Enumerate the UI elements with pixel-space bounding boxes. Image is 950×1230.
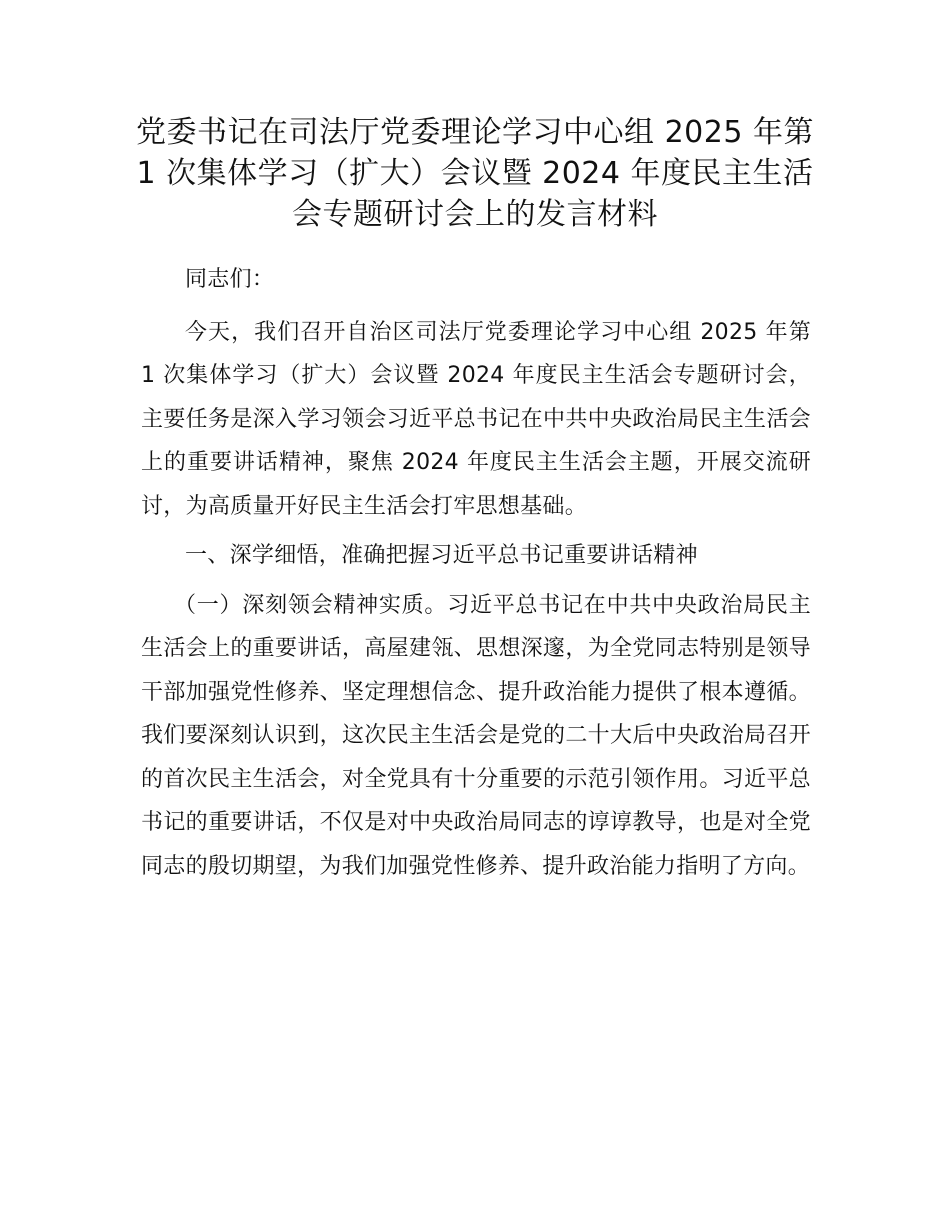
section-heading: 一、深学细悟，准确把握习近平总书记重要讲话精神 — [185, 543, 698, 568]
document-body — [141, 258, 811, 888]
intro-paragraph: 今天，我们召开自治区司法厅党委理论学习中心组 2025 年第 1 次集体学习（扩大）会议暨 2024 年度民主生活会专题研讨会，主要任务是深入学习领会习近平总书记在中共中央政治局民主生活会上的重要讲话精神，聚焦 2024 年度民主生活会主题，开展交流研讨，为高质量开好民主生活会打牢思想基础。 — [141, 319, 811, 519]
salutation: 同志们： — [185, 267, 275, 292]
subsection-paragraph: （一）深刻领会精神实质。习近平总书记在中共中央政治局民主生活会上的重要讲话，高屋建瓴、思想深邃，为全党同志特别是领导干部加强党性修养、坚定理想信念、提升政治能力提供了根本遵循。我们要深刻认识到，这次民主生活会是党的二十大后中央政治局召开的首次民主生活会，对全党具有十分重要的示范引领作用。习近平总书记的重要讲话，不仅是对中央政治局同志的谆谆教导，也是对全党同志的殷切期望，为我们加强党性修养、提升政治能力指明了方向。 — [141, 592, 811, 879]
document-title: 党委书记在司法厅党委理论学习中心组 2025 年第 1 次集体学习（扩大）会议暨 2024 年度民主生活会专题研讨会上的发言材料 — [136, 115, 814, 232]
